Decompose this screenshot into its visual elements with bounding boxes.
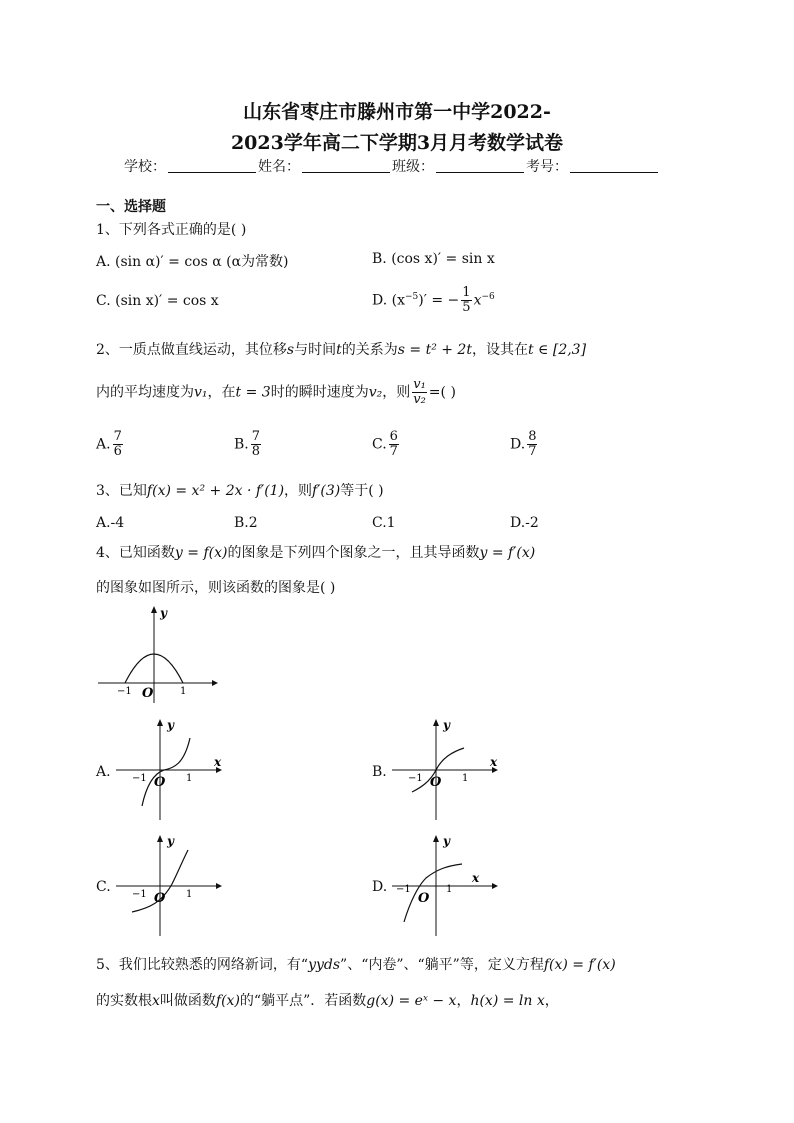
svg-text:−1: −1 bbox=[132, 889, 147, 900]
name-label: 姓名： bbox=[258, 159, 300, 175]
section-heading: 一、选择题 bbox=[96, 199, 166, 215]
q4-derivative-graph bbox=[94, 605, 218, 705]
q1-option-c: C. (sin x)′ = cos x bbox=[96, 293, 219, 309]
q3-option-d: D.-2 bbox=[510, 515, 539, 531]
svg-text:1: 1 bbox=[462, 773, 469, 784]
exam-title-line1: 山东省枣庄市滕州市第一中学2022- bbox=[243, 101, 551, 123]
q4-line2: 的图象如图所示，则该函数的图象是( ) bbox=[96, 580, 336, 596]
svg-text:y: y bbox=[160, 606, 167, 620]
q2-option-a: A. $\frac{7}{6}$ bbox=[96, 429, 122, 459]
q3-stem: 3、已知f(x) = x² + 2x · f′(1)，则f′(3)等于( ) bbox=[96, 483, 384, 499]
svg-text:1: 1 bbox=[186, 889, 193, 900]
svg-text:−1: −1 bbox=[132, 773, 147, 784]
q2-option-d: D. $\frac{8}{7}$ bbox=[510, 429, 537, 459]
exam-number-label: 考号： bbox=[526, 159, 568, 175]
q4-option-a-label: A. bbox=[96, 764, 111, 780]
q4-option-d-graph bbox=[388, 832, 500, 940]
q4-line1: 4、已知函数y = f(x)的图象是下列四个图象之一，且其导函数y = f′(x) bbox=[96, 545, 536, 561]
student-info-row bbox=[124, 156, 660, 176]
svg-text:O: O bbox=[154, 891, 166, 906]
q4-option-c-label: C. bbox=[96, 879, 111, 895]
svg-text:−1: −1 bbox=[396, 884, 411, 895]
svg-text:1: 1 bbox=[186, 773, 193, 784]
class-blank[interactable] bbox=[436, 159, 524, 173]
q3-option-b: B.2 bbox=[234, 515, 258, 531]
q3-option-a: A.-4 bbox=[96, 515, 125, 531]
q2-line1: 2、一质点做直线运动，其位移s与时间t的关系为s = t² + 2t，设其在t ∈ [2,3] bbox=[96, 342, 587, 358]
q5-line2: 的实数根x叫做函数f(x)的“躺平点”．若函数g(x) = eˣ − x，h(x) = ln x， bbox=[96, 993, 559, 1009]
q4-option-a-graph bbox=[112, 716, 224, 824]
school-blank[interactable] bbox=[168, 159, 256, 173]
q2-ratio-fraction: $\frac{\text{v₁}}{\text{v₂}}$ bbox=[413, 377, 426, 407]
q1-option-a: A. (sin α)′ = cos α (α为常数) bbox=[96, 254, 289, 270]
q4-option-c-graph bbox=[112, 832, 224, 940]
q1-option-d: D. $(x^{-5})'$ = − $\frac{1}{5}$ $x^{-6}$ bbox=[372, 285, 495, 315]
svg-text:x: x bbox=[490, 755, 498, 769]
svg-text:1: 1 bbox=[180, 686, 187, 697]
svg-text:O: O bbox=[142, 686, 154, 701]
q1-stem: 1、下列各式正确的是( ) bbox=[96, 222, 247, 238]
exam-number-blank[interactable] bbox=[570, 159, 658, 173]
name-blank[interactable] bbox=[302, 159, 390, 173]
svg-text:x: x bbox=[472, 871, 480, 885]
svg-text:O: O bbox=[154, 775, 166, 790]
class-label: 班级： bbox=[392, 159, 434, 175]
q2-line2: 内的平均速度为v₁，在t = 3时的瞬时速度为v₂，则 $\frac{\text{v₁}}{\text{v₂}}$ =( ) bbox=[96, 377, 456, 407]
svg-text:O: O bbox=[418, 891, 430, 906]
svg-text:−1: −1 bbox=[117, 686, 132, 697]
q2-option-b: B. $\frac{7}{8}$ bbox=[234, 429, 261, 459]
q1-option-b: B. (cos x)′ = sin x bbox=[372, 251, 495, 267]
svg-text:y: y bbox=[167, 718, 174, 732]
q1-d-fraction: $\frac{1}{5}$ bbox=[462, 285, 471, 315]
exam-title-line2: 2023学年高二下学期3月月考数学试卷 bbox=[230, 132, 564, 154]
q5-line1: 5、我们比较熟悉的网络新词，有“yyds”、“内卷”、“躺平”等，定义方程f(x) = f′(x) bbox=[96, 957, 616, 973]
q4-option-b-label: B. bbox=[372, 764, 387, 780]
svg-text:y: y bbox=[443, 834, 450, 848]
svg-text:1: 1 bbox=[446, 884, 453, 895]
q3-option-c: C.1 bbox=[372, 515, 396, 531]
svg-text:y: y bbox=[443, 718, 450, 732]
q4-option-d-label: D. bbox=[372, 879, 388, 895]
school-label: 学校： bbox=[124, 159, 166, 175]
svg-text:x: x bbox=[214, 755, 222, 769]
svg-text:−1: −1 bbox=[408, 773, 423, 784]
svg-text:O: O bbox=[430, 775, 442, 790]
q2-option-c: C. $\frac{6}{7}$ bbox=[372, 429, 398, 459]
svg-text:y: y bbox=[167, 834, 174, 848]
q4-option-b-graph bbox=[388, 716, 500, 824]
